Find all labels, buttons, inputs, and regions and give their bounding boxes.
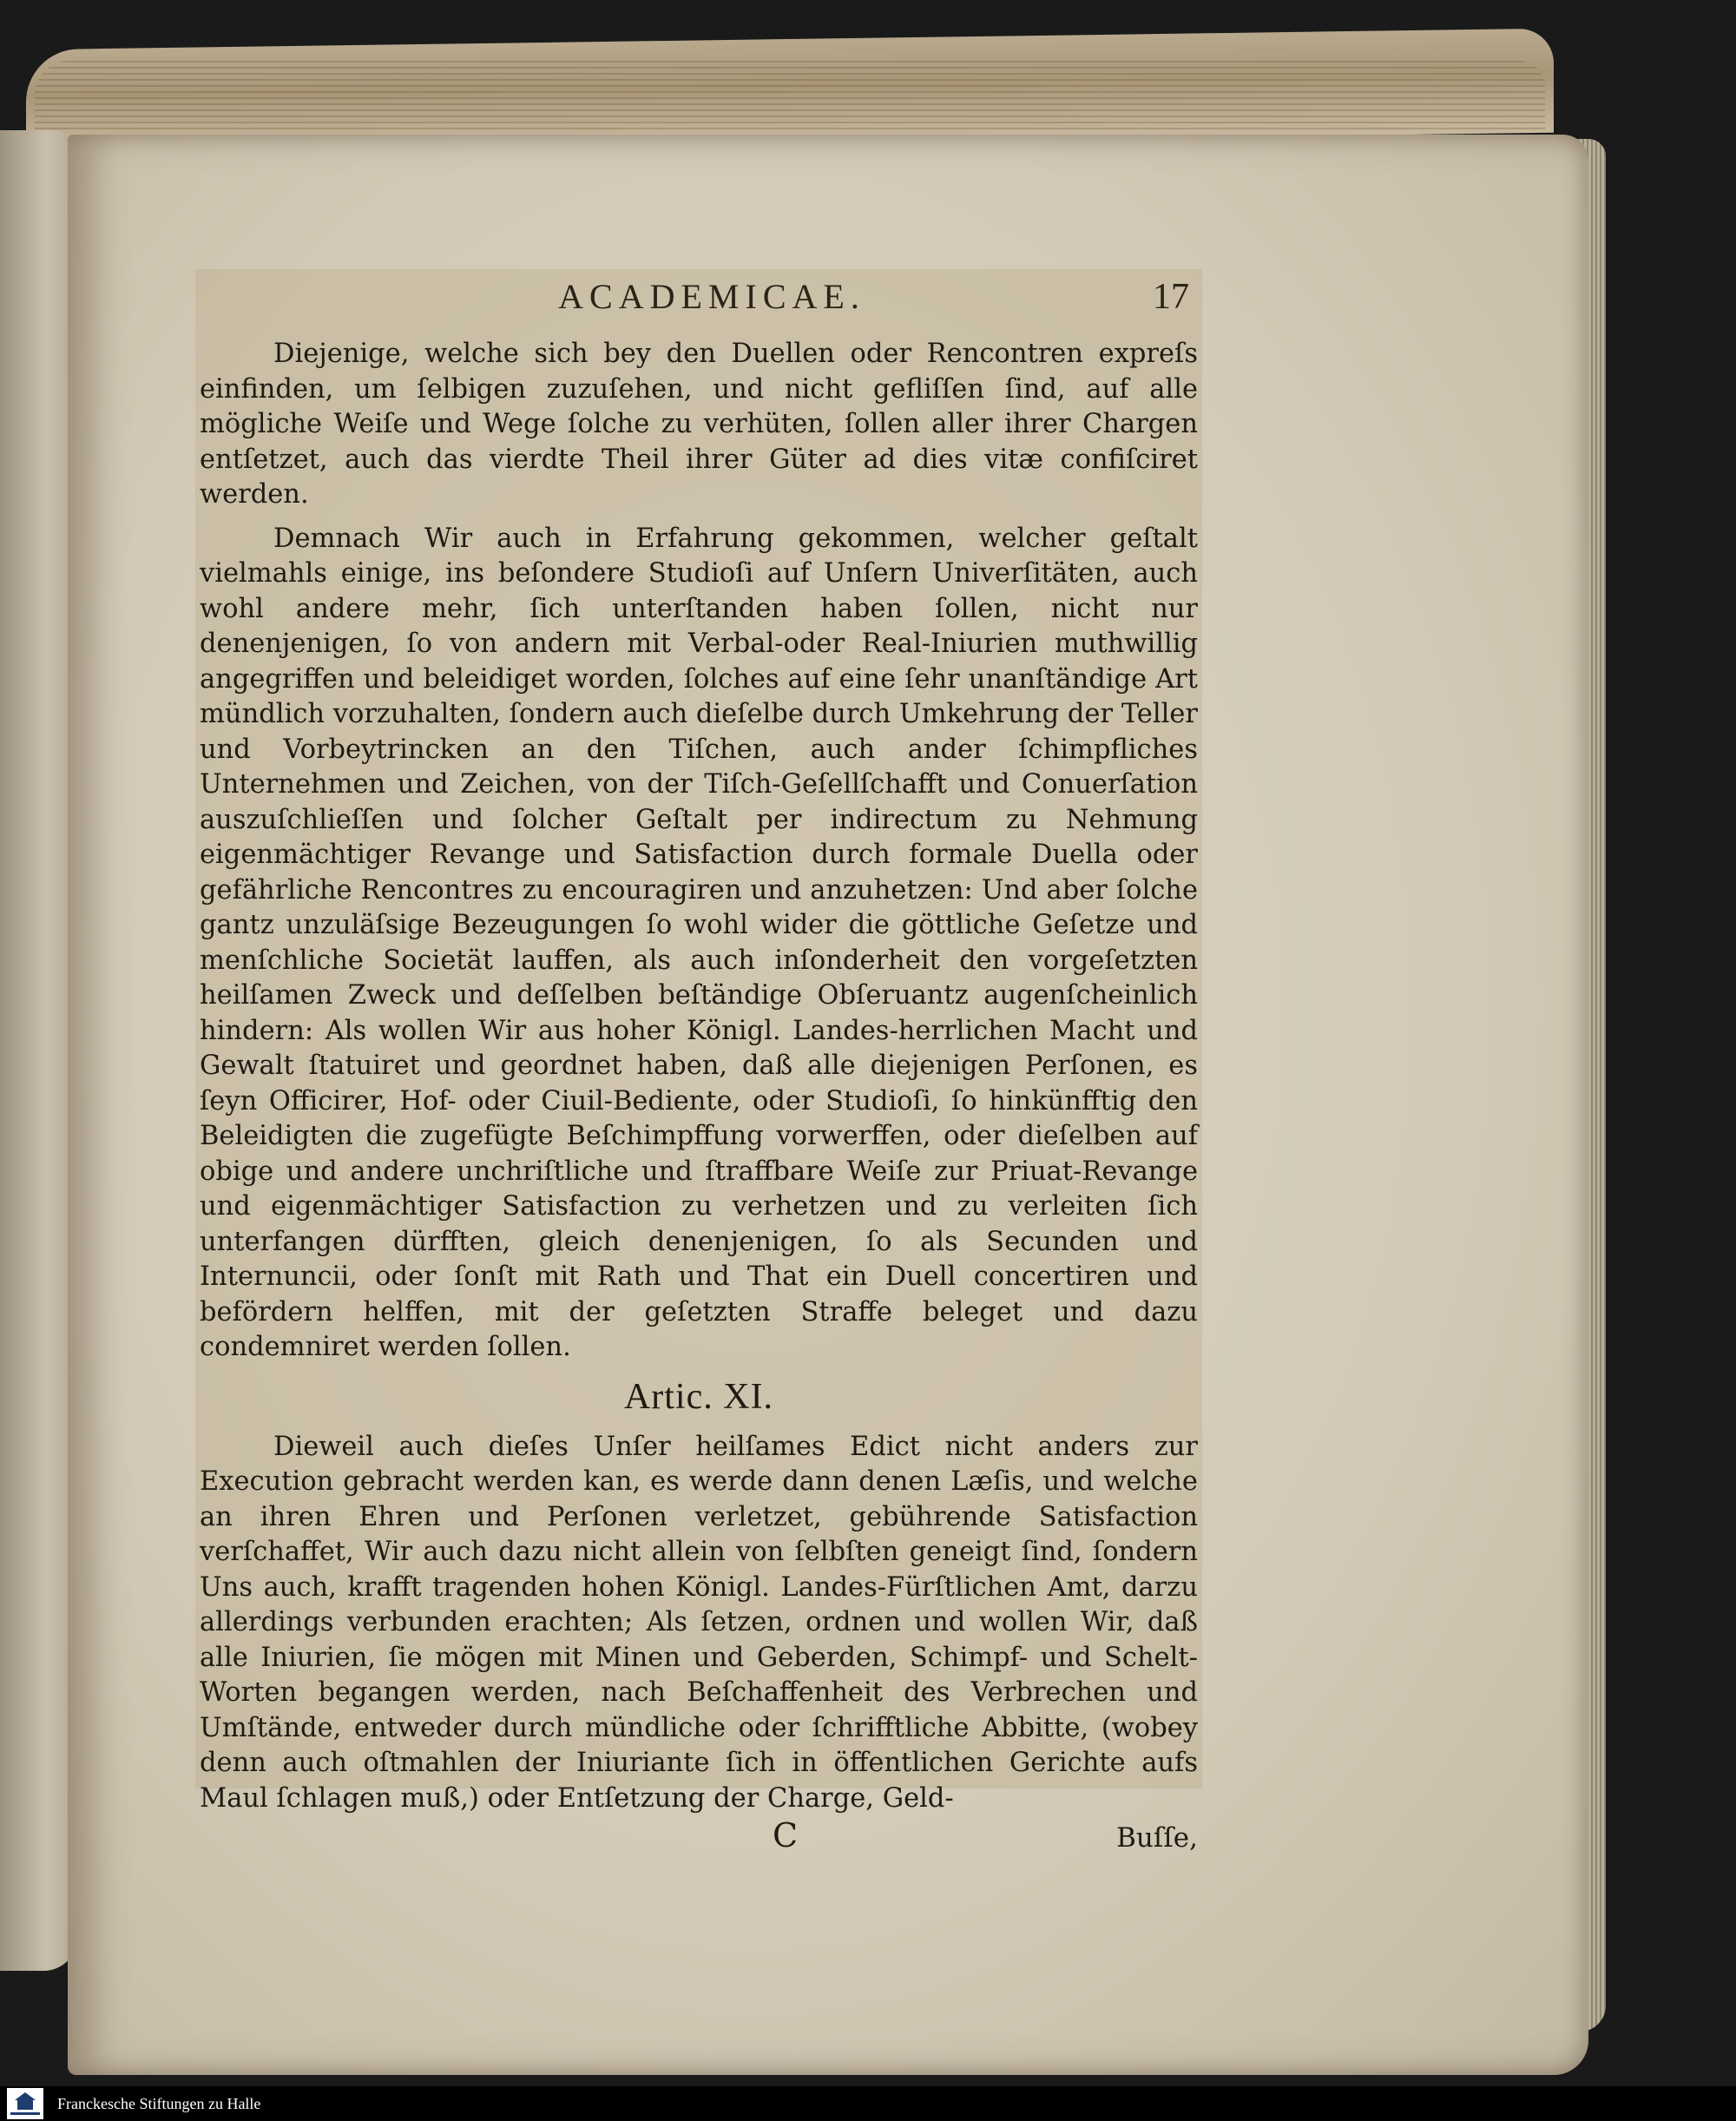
catchword: Buſſe, [1116,1822,1198,1854]
logo-house-shape [17,2100,33,2110]
logo-strip-shape [10,2112,40,2115]
page-number: 17 [1153,277,1189,317]
footer-institution-name: Franckesche Stiftungen zu Halle [57,2094,261,2112]
running-head: ACADEMICAE. [558,277,865,316]
paragraph-duel-witnesses: Diejenige, welche sich bey den Duellen oder Rencontren expreſs einfinden, um ſelbigen zuzuſehen, und nicht gefliſſen ſind, auf alle mögliche Weiſe und Wege ſolche zu verhüten, ſollen aller ihrer Chargen entſetzet, auch das vierdte Theil ihrer Güter ad dies vitæ confiſciret werden. [200,339,1198,510]
article-heading: Artic. XI. [623,1376,774,1417]
paragraph-article-xi: Dieweil auch dieſes Unſer heilſames Edict nicht anders zur Execution gebracht werden kan, es werde dann denen Læſis, und welche an ihren Ehren und Perſonen verletzet, gebührende Satisfaction verſchaffet, Wir auch dazu nicht allein von ſelbſten geneigt ſind, ſondern Uns auch, krafft tragenden hohen Königl. Landes-Fürſtlichen Amt, darzu allerdings verbunden erachten; Als ſetzen, ordnen und wollen Wir, daß alle Iniurien, ſie mögen mit Minen und Geberden, Schimpf- und Schelt-Worten begangen werden, nach Beſchaffenheit des Verbrechen und Umſtände, entweder durch mündliche oder ſchrifftliche Abbitte, (wobey denn auch oſtmahlen der Iniuriante ſich in öffentlichen Gerichte aufs Maul ſchlagen muß,) oder Entſetzung der Charge, Geld- [200,1431,1198,1814]
footer-bar [0,2086,1736,2121]
paragraph-insults-provocation: Demnach Wir auch in Erfahrung gekommen, welcher geſtalt vielmahls einige, ins beſondere Studioſi auf Unſern Univerſitäten, auch wohl andere mehr, ſich unterſtanden haben ſollen, nicht nur denenjenigen, ſo von andern mit Verbal-oder Real-Iniurien muthwillig angegriffen und beleidiget worden, ſolches auf eine ſehr unanſtändige Art mündlich vorzuhalten, ſondern auch dieſelbe durch Umkehrung der Teller und Vorbeytrincken an den Tiſchen, auch ander ſchimpfliches Unternehmen und Zeichen, von der Tiſch-Geſellſchafft und Conuerſation auszuſchlieſſen und ſolcher Geſtalt per indirectum zu Nehmung eigenmächtiger Revange und Satisfaction durch formale Duella oder gefährliche Rencontres zu encouragiren und anzuhetzen: Und aber ſolche gantz unzuläſsige Bezeugungen ſo wohl wider die göttliche Geſetze und menſchliche Societät lauffen, als auch inſonderheit den vorgeſetzten heilſamen Zweck und deſſelben beſtändige Obſeruantz augenſcheinlich hindern: Als wollen Wir aus hoher Königl. Landes-herrlichen Macht und Gewalt ſtatuiret und geordnet haben, daß alle diejenigen Perſonen, es ſeyn Officirer, Hof- oder Ciuil-Bediente, oder Studioſi, ſo hinkünfftig den Beleidigten die zugefügte Beſchimpffung vorwerffen, oder dieſelben auf obige und andere unchriſtliche und ſtraffbare Weiſe zur Priuat-Revange und eigenmächtiger Satisfaction zu verhetzen und zu verleiten ſich unterfangen dürfften, gleich denenjenigen, ſo als Secunden und Internuncii, oder ſonſt mit Rath und That ein Duell concertiren und befördern helffen, mit der geſetzten Straffe beleget und dazu condemniret werden ſollen. [200,523,1198,1362]
logo-roof-shape [15,2092,36,2100]
book-page-edges [35,61,1545,130]
francke-foundations-logo-icon [7,2088,43,2119]
left-page-edge [0,130,78,1971]
page-foot [200,1818,1198,1856]
signature-mark: C [773,1816,799,1854]
page-body [200,337,1198,1856]
